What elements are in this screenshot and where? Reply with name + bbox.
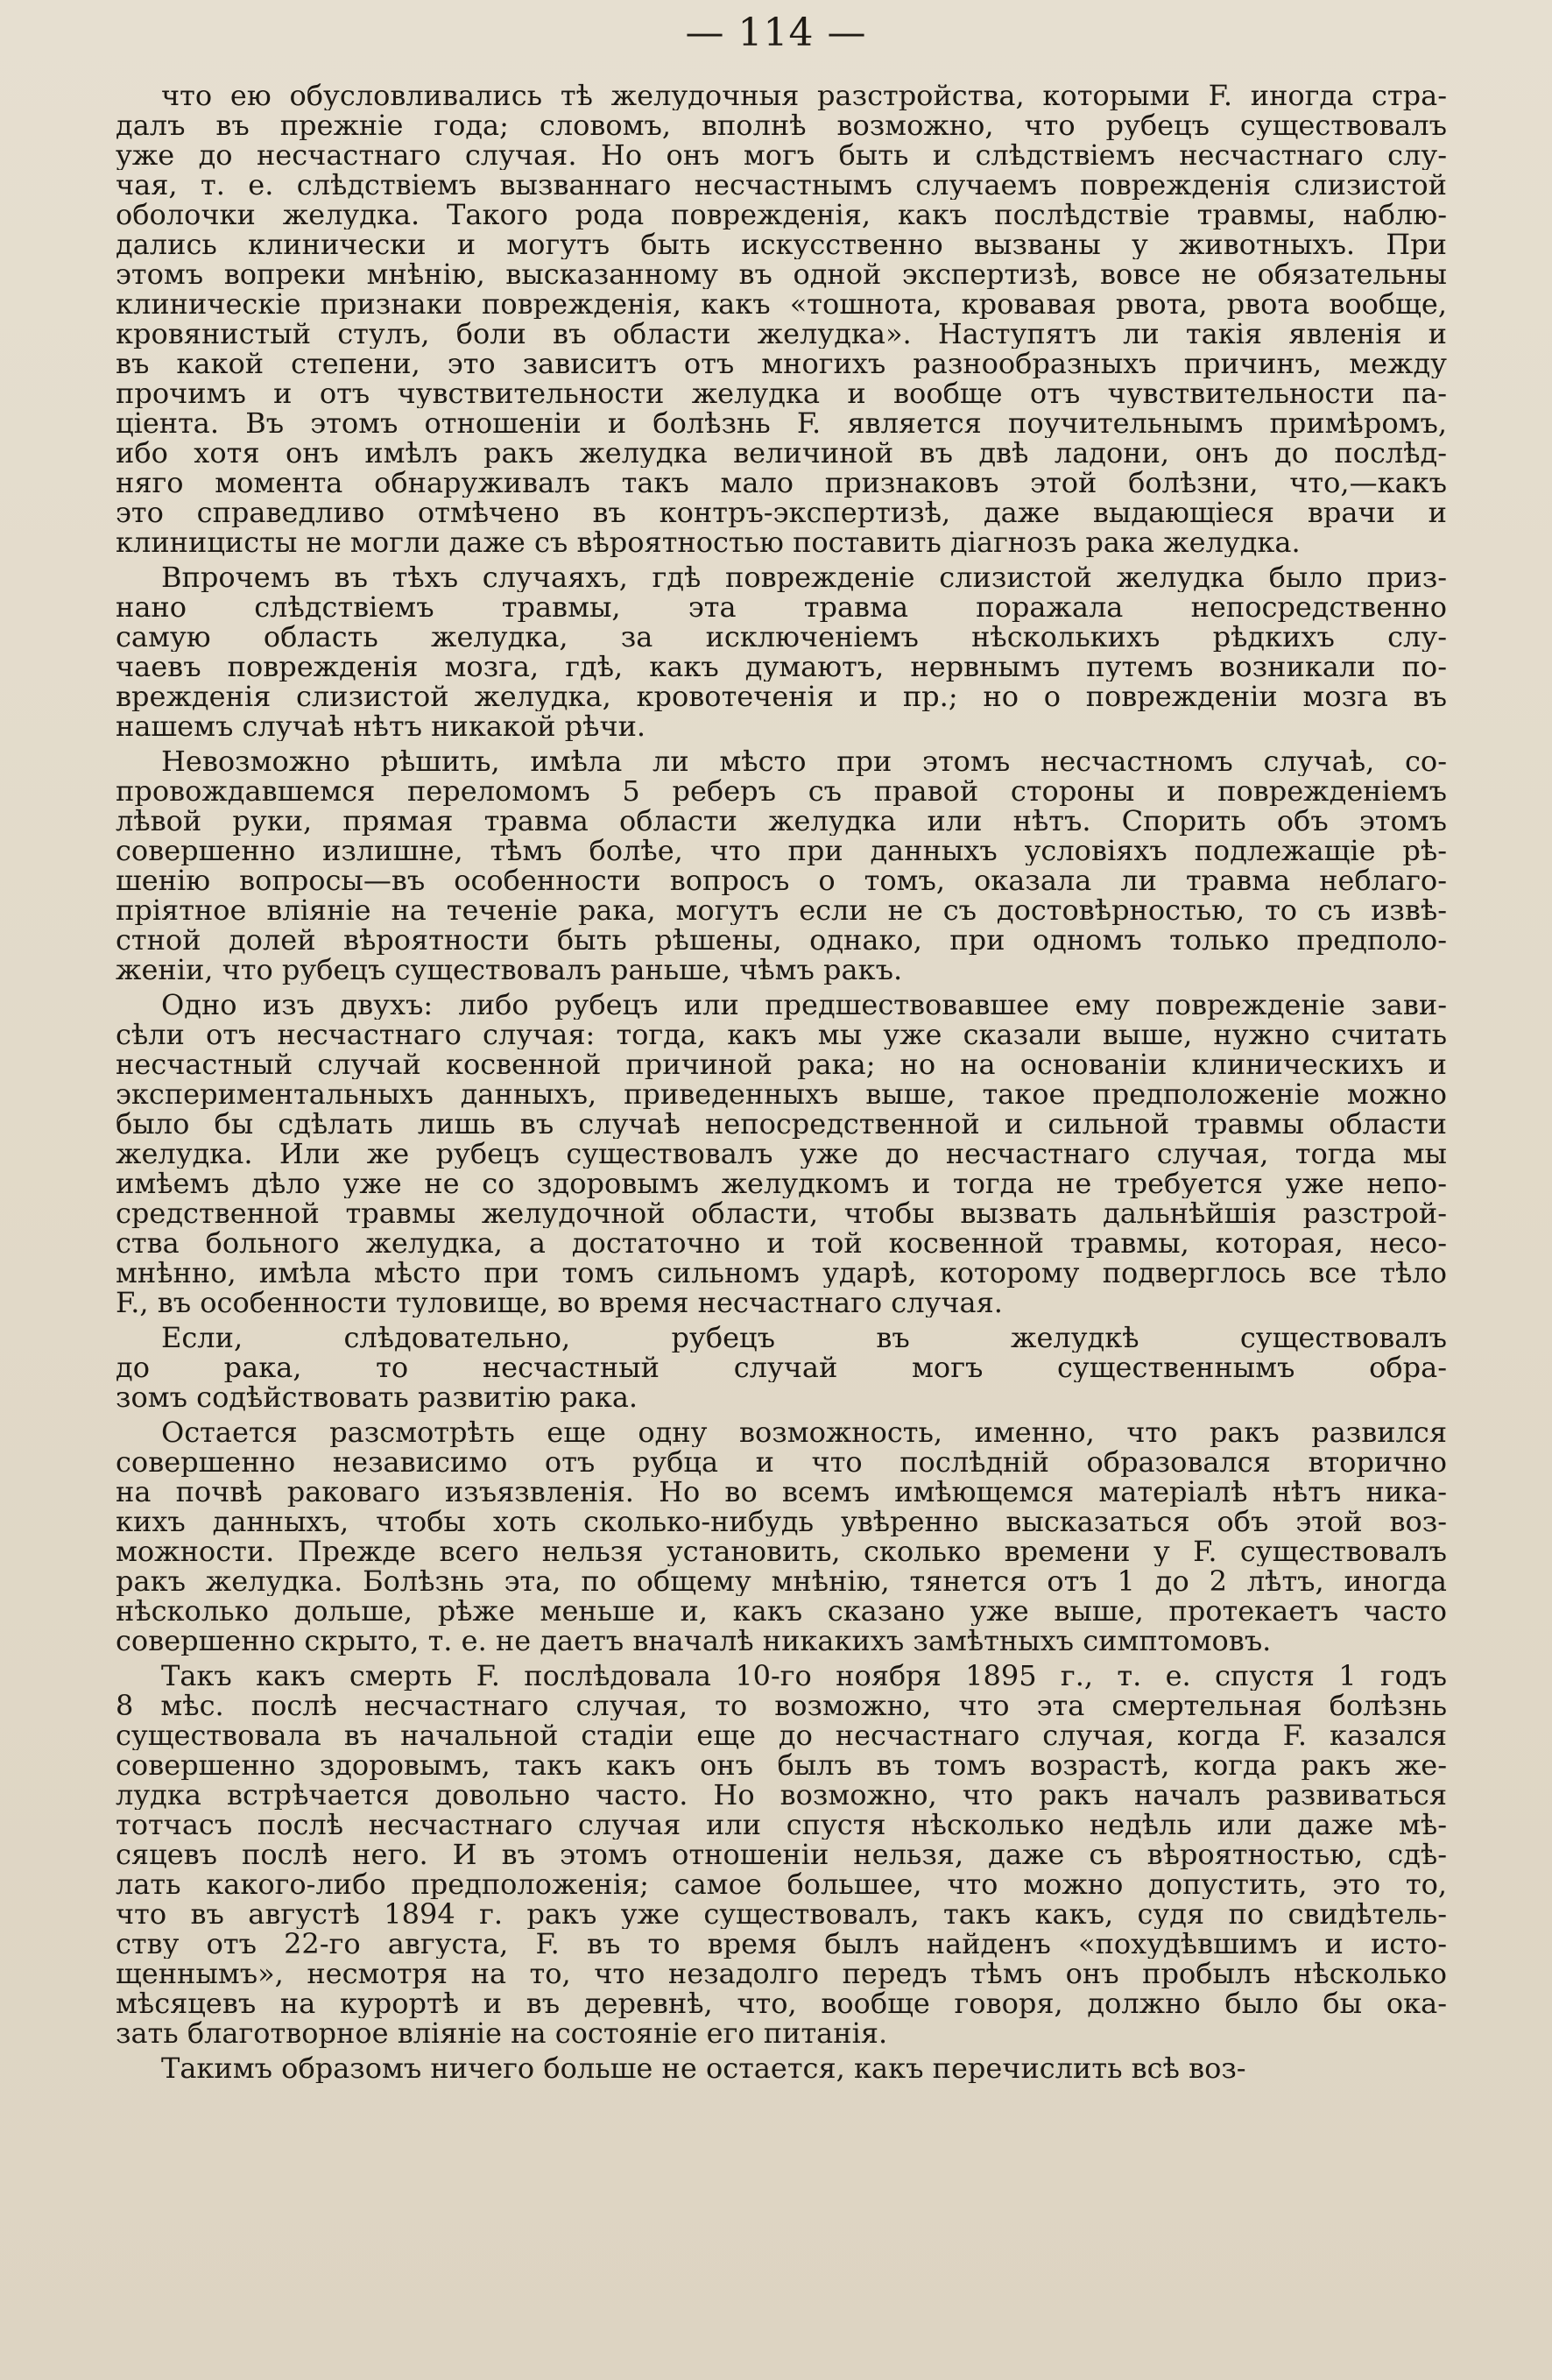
text-line: этомъ вопреки мнѣнію, высказанному въ одной экспертизѣ, вовсе не обязательны <box>116 259 1447 289</box>
text-line: совершенно скрыто, т. е. не даетъ вначалѣ никакихъ замѣтныхъ симптомовъ. <box>116 1626 1272 1656</box>
text-line: ціента. Въ этомъ отношеніи и болѣзнь F. является поучительнымъ примѣромъ, <box>116 408 1447 438</box>
text-line: женіи, что рубецъ существовалъ раньше, чѣмъ ракъ. <box>116 955 903 985</box>
text-line: совершенно независимо отъ рубца и что послѣдній образовался вторично <box>116 1447 1447 1477</box>
paragraph <box>116 562 1447 741</box>
text-line: чая, т. е. слѣдствіемъ вызваннаго несчастнымъ случаемъ поврежденія слизистой <box>116 170 1447 200</box>
paragraph <box>116 746 1447 985</box>
text-line: лѣвой руки, прямая травма области желудка или нѣтъ. Спорить объ этомъ <box>116 806 1447 836</box>
text-line: мнѣнно, имѣла мѣсто при томъ сильномъ ударѣ, которому подверглось все тѣло <box>116 1258 1447 1288</box>
text-line: ства больного желудка, а достаточно и той косвенной травмы, которая, несо- <box>116 1228 1447 1258</box>
text-line: сяцевъ послѣ него. И въ этомъ отношеніи нельзя, даже съ вѣроятностью, сдѣ- <box>116 1840 1447 1869</box>
text-line: совершенно здоровымъ, такъ какъ онъ былъ въ томъ возрастѣ, когда ракъ же- <box>116 1750 1447 1780</box>
text-line: уже до несчастнаго случая. Но онъ могъ быть и слѣдствіемъ несчастнаго слу- <box>116 140 1447 170</box>
text-line: дались клинически и могутъ быть искусственно вызваны у животныхъ. При <box>116 230 1447 259</box>
text-line: Впрочемъ въ тѣхъ случаяхъ, гдѣ поврежденіе слизистой желудка было приз- <box>161 562 1447 592</box>
text-line: зомъ содѣйствовать развитію рака. <box>116 1382 638 1412</box>
text-line: кровянистый стулъ, боли въ области желудка». Наступятъ ли такія явленія и <box>116 319 1447 349</box>
text-line: лать какого-либо предположенія; самое большее, что можно допустить, это то, <box>116 1869 1447 1899</box>
text-line: няго момента обнаруживалъ такъ мало признаковъ этой болѣзни, что,—какъ <box>116 468 1447 498</box>
page-number: — 114 — <box>685 11 867 55</box>
text-line: кихъ данныхъ, чтобы хоть сколько-нибудь увѣренно высказаться объ этой воз- <box>116 1507 1447 1536</box>
text-line: клиницисты не могли даже съ вѣроятностью поставить діагнозъ рака желудка. <box>116 527 1301 557</box>
text-line: ству отъ 22-го августа, F. въ то время былъ найденъ «похудѣвшимъ и исто- <box>116 1929 1447 1959</box>
text-line: что въ августѣ 1894 г. ракъ уже существовалъ, такъ какъ, судя по свидѣтель- <box>116 1899 1447 1929</box>
text-line: нѣсколько дольше, рѣже меньше и, какъ сказано уже выше, протекаетъ часто <box>116 1596 1447 1626</box>
text-line: ибо хотя онъ имѣлъ ракъ желудка величиной въ двѣ ладони, онъ до послѣд- <box>116 438 1447 468</box>
text-line: существовала въ начальной стадіи еще до несчастнаго случая, когда F. казался <box>116 1720 1447 1750</box>
text-line: имѣемъ дѣло уже не со здоровымъ желудкомъ и тогда не требуется уже непо- <box>116 1169 1447 1198</box>
paragraph <box>116 2053 1447 2083</box>
text-line: въ какой степени, это зависитъ отъ многихъ разнообразныхъ причинъ, между <box>116 349 1447 378</box>
body-text <box>116 81 1447 2088</box>
text-line: Невозможно рѣшить, имѣла ли мѣсто при этомъ несчастномъ случаѣ, со- <box>161 746 1447 776</box>
text-line: несчастный случай косвенной причиной рака; но на основаніи клиническихъ и <box>116 1049 1447 1079</box>
text-line: можности. Прежде всего нельзя установить, сколько времени у F. существовалъ <box>116 1536 1447 1566</box>
text-line: 8 мѣс. послѣ несчастнаго случая, то возможно, что эта смертельная болѣзнь <box>116 1691 1447 1720</box>
text-line: зать благотворное вліяніе на состояніе его питанія. <box>116 2018 888 2048</box>
text-line: Остается разсмотрѣть еще одну возможность, именно, что ракъ развился <box>161 1417 1447 1447</box>
text-line: тотчасъ послѣ несчастнаго случая или спустя нѣсколько недѣль или даже мѣ- <box>116 1810 1447 1840</box>
paragraph <box>116 990 1447 1317</box>
text-line: сѣли отъ несчастнаго случая: тогда, какъ мы уже сказали выше, нужно считать <box>116 1020 1447 1049</box>
paragraph <box>116 81 1447 557</box>
text-line: нано слѣдствіемъ травмы, эта травма поражала непосредственно <box>116 592 1447 622</box>
text-line: мѣсяцевъ на курортѣ и въ деревнѣ, что, вообще говоря, должно было бы ока- <box>116 1988 1447 2018</box>
text-line: чаевъ поврежденія мозга, гдѣ, какъ думаютъ, нервнымъ путемъ возникали по- <box>116 652 1447 682</box>
text-line: было бы сдѣлать лишь въ случаѣ непосредственной и сильной травмы области <box>116 1109 1447 1139</box>
text-line: стной долей вѣроятности быть рѣшены, однако, при одномъ только предполо- <box>116 925 1447 955</box>
text-line: шенію вопросы—въ особенности вопросъ о томъ, оказала ли травма неблаго- <box>116 865 1447 895</box>
paragraph <box>116 1323 1447 1412</box>
text-line: щеннымъ», несмотря на то, что незадолго передъ тѣмъ онъ пробылъ нѣсколько <box>116 1959 1447 1988</box>
text-line: лудка встрѣчается довольно часто. Но возможно, что ракъ началъ развиваться <box>116 1780 1447 1810</box>
paragraph <box>116 1661 1447 2048</box>
text-line: желудка. Или же рубецъ существовалъ уже до несчастнаго случая, тогда мы <box>116 1139 1447 1169</box>
text-line: Такъ какъ смерть F. послѣдовала 10-го ноября 1895 г., т. е. спустя 1 годъ <box>161 1661 1447 1691</box>
text-line: средственной травмы желудочной области, чтобы вызвать дальнѣйшія разстрой- <box>116 1198 1447 1228</box>
text-line: самую область желудка, за исключеніемъ нѣсколькихъ рѣдкихъ слу- <box>116 622 1447 652</box>
text-line: F., въ особенности туловище, во время несчастнаго случая. <box>116 1288 1003 1317</box>
text-line: ракъ желудка. Болѣзнь эта, по общему мнѣнію, тянется отъ 1 до 2 лѣтъ, иногда <box>116 1566 1447 1596</box>
text-line: экспериментальныхъ данныхъ, приведенныхъ выше, такое предположеніе можно <box>116 1079 1447 1109</box>
text-line: провождавшемся переломомъ 5 реберъ съ правой стороны и поврежденіемъ <box>116 776 1447 806</box>
text-line: клиническіе признаки поврежденія, какъ «тошнота, кровавая рвота, рвота вообще, <box>116 289 1447 319</box>
text-line: Одно изъ двухъ: либо рубецъ или предшествовавшее ему поврежденіе зави- <box>161 990 1447 1020</box>
text-line: совершенно излишне, тѣмъ болѣе, что при данныхъ условіяхъ подлежащіе рѣ- <box>116 836 1447 865</box>
text-line: это справедливо отмѣчено въ контръ-экспертизѣ, даже выдающіеся врачи и <box>116 498 1447 527</box>
text-line: на почвѣ раковаго изъязвленія. Но во всемъ имѣющемся матеріалѣ нѣтъ ника- <box>116 1477 1447 1507</box>
text-line: Если, слѣдовательно, рубецъ въ желудкѣ существовалъ <box>161 1323 1447 1352</box>
text-line: нашемъ случаѣ нѣтъ никакой рѣчи. <box>116 711 646 741</box>
text-line: далъ въ прежніе года; словомъ, вполнѣ возможно, что рубецъ существовалъ <box>116 110 1447 140</box>
paragraph <box>116 1417 1447 1656</box>
text-line: Такимъ образомъ ничего больше не остается, какъ перечислить всѣ воз- <box>161 2053 1246 2083</box>
text-line: что ею обусловливались тѣ желудочныя разстройства, которыми F. иногда стра- <box>161 81 1447 110</box>
text-line: врежденія слизистой желудка, кровотеченія и пр.; но о поврежденіи мозга въ <box>116 682 1447 711</box>
text-line: прочимъ и отъ чувствительности желудка и вообще отъ чувствительности па- <box>116 378 1447 408</box>
text-line: до рака, то несчастный случай могъ существеннымъ обра- <box>116 1352 1447 1382</box>
text-line: оболочки желудка. Такого рода поврежденія, какъ послѣдствіе травмы, наблю- <box>116 200 1447 230</box>
text-line: пріятное вліяніе на теченіе рака, могутъ если не съ достовѣрностью, то съ извѣ- <box>116 895 1447 925</box>
